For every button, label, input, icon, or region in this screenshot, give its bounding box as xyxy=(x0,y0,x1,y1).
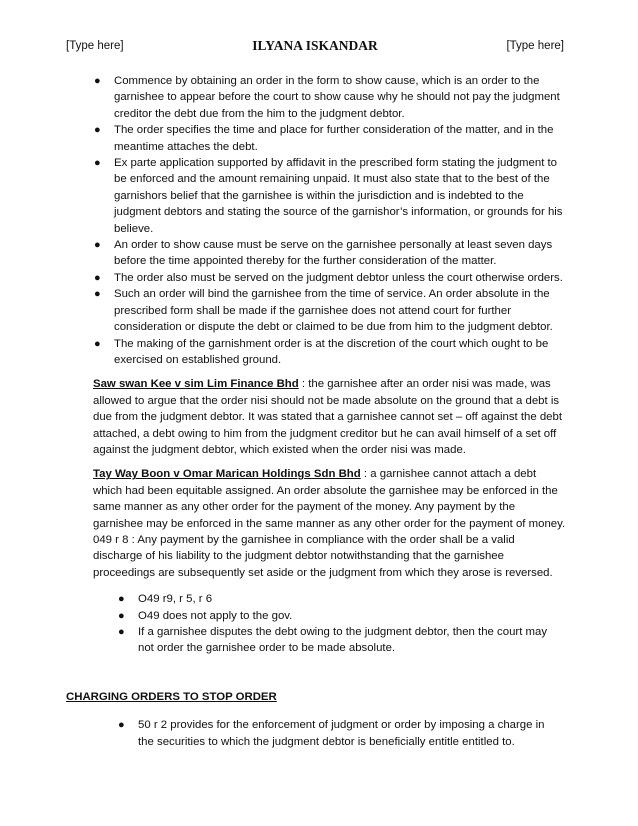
list-item: ● Ex parte application supported by affidavit in the prescribed form stating the judgment to be enforced and the amount remaining unpaid. It must also state that to the best of the garnishors belief that the garnishee is within the jurisdiction and is indebted to the judgment debtors and stating the source of the garnishor’s information, or grounds for his believe. xyxy=(94,157,563,235)
bullet-icon: ● xyxy=(118,593,125,606)
list-item: ● Such an order will bind the garnishee from the time of service. An order absolute in the prescribed form shall be made if the garnishee does not attend court for further consideration or dispute the debt or claimed to be due from him to the judgment debtor. xyxy=(94,288,553,334)
header-title: ILYANA ISKANDAR xyxy=(252,38,378,53)
list-item: ● 50 r 2 provides for the enforcement of judgment or order by imposing a charge in the securities to which the judgment debtor is beneficially entitle entitled to. xyxy=(118,719,545,748)
garnishee-procedure-list xyxy=(0,73,638,368)
list-item: ● O49 r9, r 5, r 6 xyxy=(0,591,638,607)
header-right: [Type here] xyxy=(506,40,564,52)
bullet-icon: ● xyxy=(94,271,101,284)
order-notes-list xyxy=(0,591,638,657)
bullet-icon: ● xyxy=(94,337,101,350)
bullet-icon: ● xyxy=(118,719,125,732)
list-item: ● O49 does not apply to the gov. xyxy=(0,608,638,624)
bullet-icon: ● xyxy=(118,609,125,622)
page-header xyxy=(66,38,564,56)
bullet-icon: ● xyxy=(118,626,125,638)
case-text: : the garnishee after an order nisi was made, was allowed to argue that the order nisi should not be made absolute on the ground that a debt is due from the judgment debtor. It was stated that a garnishee cannot set – off against the debt attached, a debt owing to him from the judgment creditor but he can avail himself of a set off against the judgment debtor, which existed when the order nisi was made. xyxy=(93,378,563,456)
list-item: ● The making of the garnishment order is at the discretion of the court which ought to be exercised on established ground. xyxy=(94,337,549,366)
list-item: ● The order also must be served on the judgment debtor unless the court otherwise orders. xyxy=(0,270,638,286)
document-body xyxy=(0,73,638,750)
bullet-icon: ● xyxy=(94,157,101,170)
list-item: ● The order specifies the time and place for further consideration of the matter, and in the meantime attaches the debt. xyxy=(94,124,554,153)
case-name: Saw swan Kee v sim Lim Finance Bhd xyxy=(93,378,299,391)
bullet-icon: ● xyxy=(94,288,101,301)
list-item: ● An order to show cause must be serve on the garnishee personally at least seven days before the time appointed thereby for the further consideration of the matter. xyxy=(94,239,553,268)
list-item: ● Commence by obtaining an order in the form to show cause, which is an order to the garnishee to appear before the court to show cause why he should not pay the judgment creditor the debt due from the him to the judgment debtor. xyxy=(94,75,560,120)
bullet-icon: ● xyxy=(94,124,101,137)
list-item: ● If a garnishee disputes the debt owing to the judgment debtor, then the court may not order the garnishee order to be made absolute. xyxy=(118,626,548,655)
section-heading: CHARGING ORDERS TO STOP ORDER xyxy=(66,690,277,703)
case-paragraph-tay-way-boon xyxy=(0,466,638,581)
case-text: : a garnishee cannot attach a debt which had been equitable assigned. An order absolute the garnishee may be enforced in the same manner as any other order for the payment of the money. Any payment by the garnishee may be enforced in the same manner as any other order for the payment of money. 049 r 8 : Any payment by the garnishee in compliance with the order shall be a valid discharge of his liability to the judgment debtor notwithstanding that the garnishee proceedings are subsequently set aside or the judgment from which they arose is reversed. xyxy=(93,468,566,579)
header-left: [Type here] xyxy=(66,40,124,52)
bullet-icon: ● xyxy=(94,239,101,252)
bullet-icon: ● xyxy=(94,75,101,87)
case-name: Tay Way Boon v Omar Marican Holdings Sdn Bhd xyxy=(93,468,361,481)
charging-orders-list xyxy=(0,717,638,750)
case-paragraph-saw-swan-kee xyxy=(0,376,638,458)
